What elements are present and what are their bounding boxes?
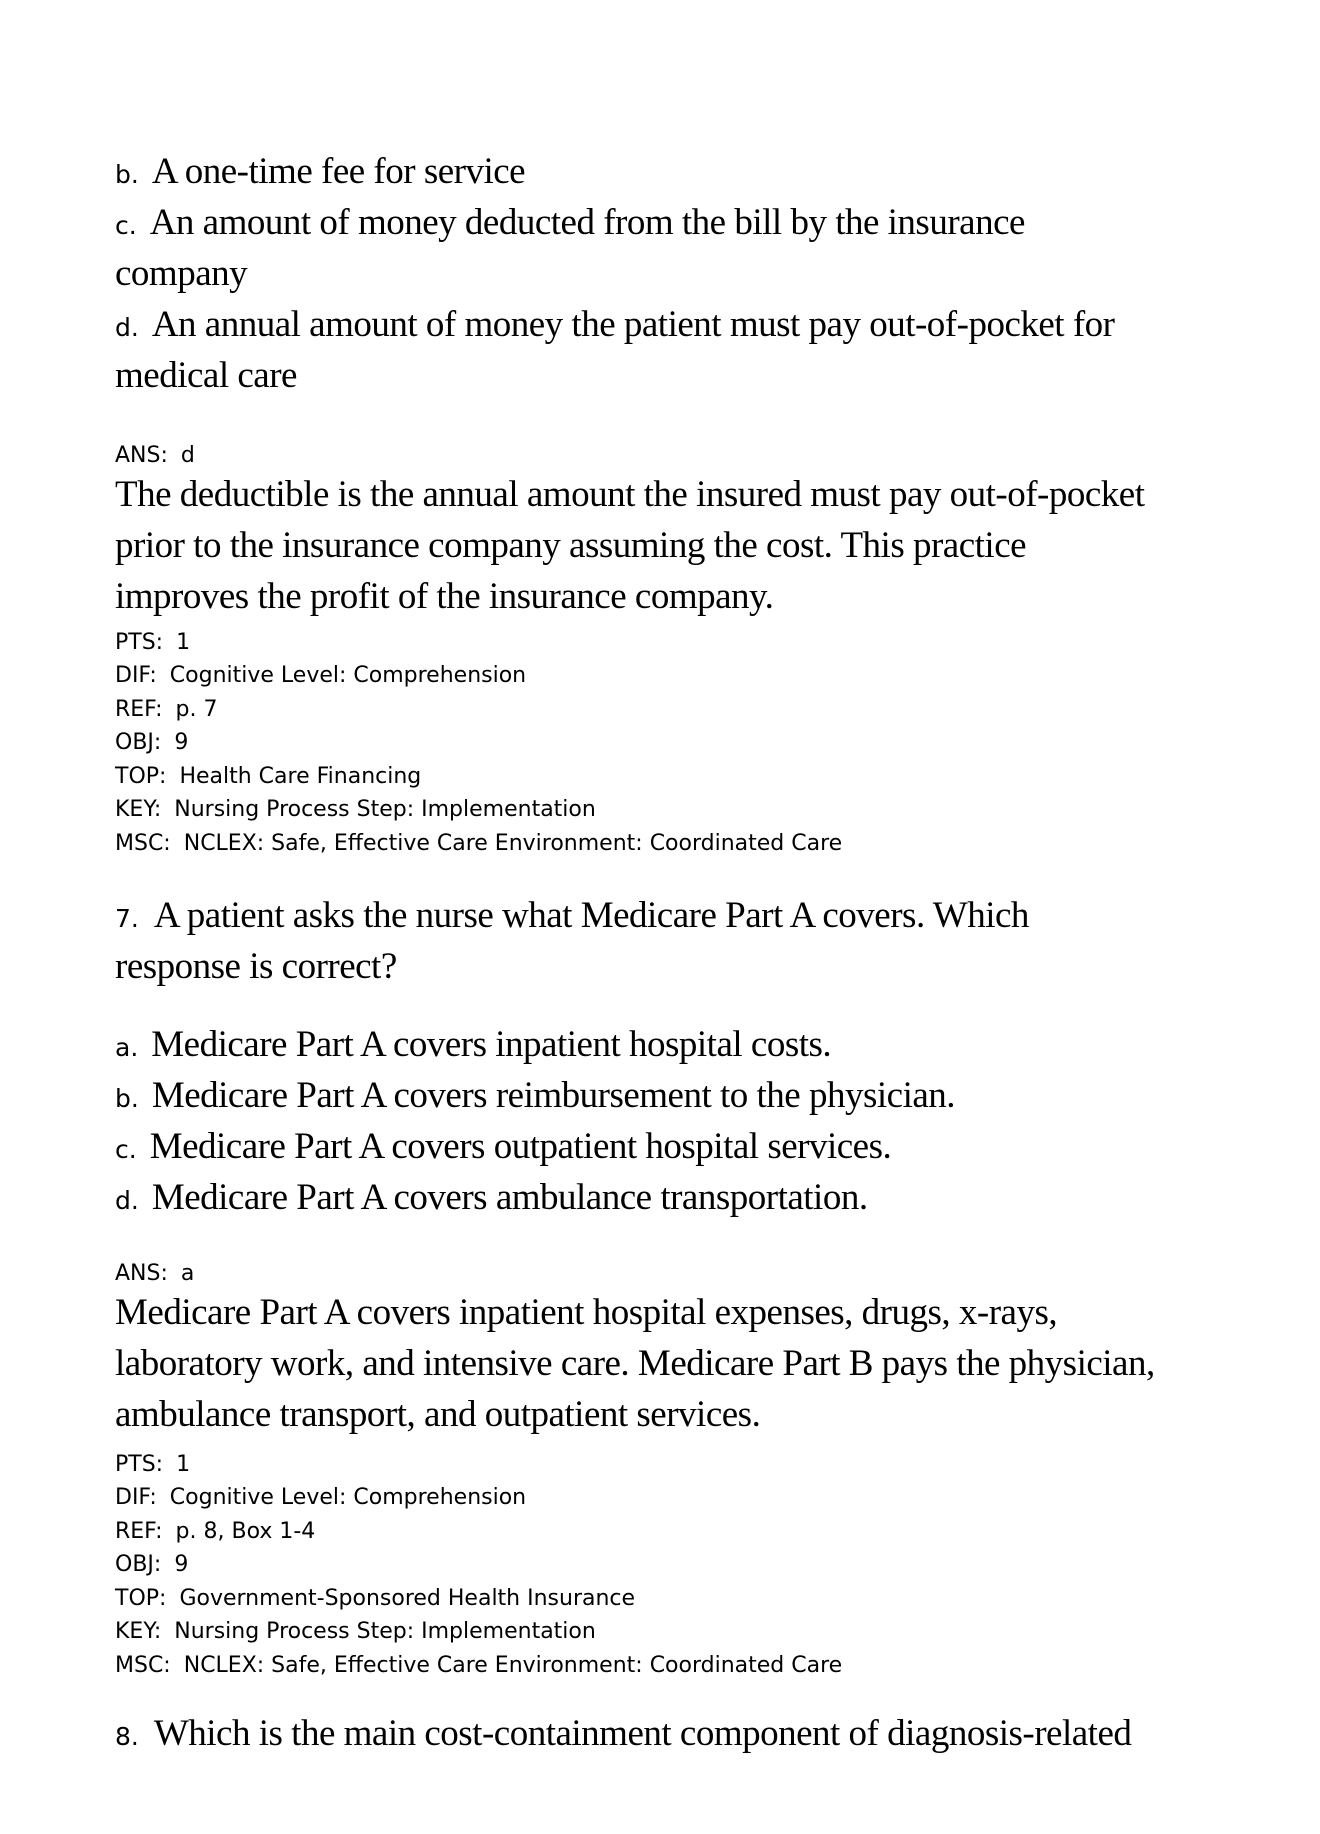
option-letter: a. [115,1033,139,1062]
meta-label: PTS: [115,629,164,655]
option-text: Medicare Part A covers outpatient hospital services. [149,1126,892,1167]
meta-label: TOP: [115,1585,167,1611]
meta-line-msc [115,1649,1235,1683]
question-number: 7. [115,904,139,933]
option-line [115,303,1235,354]
question-line-continuation [115,945,1235,996]
rationale-line [115,473,1235,524]
meta-value: 1 [176,629,191,655]
meta-line-pts [115,626,1235,660]
meta-line-ref [115,693,1235,727]
option-letter: b. [115,160,139,189]
rationale-text: The deductible is the annual amount the insured must pay out-of-pocket [115,473,1145,515]
meta-value: Government-Sponsored Health Insurance [179,1585,636,1611]
meta-line-ref [115,1515,1235,1549]
meta-label: PTS: [115,1451,164,1477]
option-text: Medicare Part A covers reimbursement to the physician. [151,1075,956,1116]
option-line [115,150,1235,201]
answer-line [115,439,1235,473]
question-number: 8. [115,1722,139,1751]
meta-line-obj [115,726,1235,760]
rationale-line [115,1393,1235,1444]
option-letter: c. [115,211,137,240]
question-6-answer-block [115,439,1235,860]
option-text: Medicare Part A covers ambulance transportation. [151,1177,868,1218]
option-line-continuation [115,354,1235,405]
meta-label: OBJ: [115,1552,162,1577]
meta-label: OBJ: [115,730,162,755]
option-line [115,1074,1235,1125]
question-text: response is correct? [115,946,397,987]
meta-line-dif [115,1481,1235,1515]
option-line-continuation [115,252,1235,303]
meta-label: DIF: [115,663,157,688]
rationale-text: Medicare Part A covers inpatient hospital expenses, drugs, x-rays, [115,1291,1058,1333]
meta-value: Nursing Process Step: Implementation [174,797,596,822]
option-text: A one-time fee for service [151,151,526,192]
meta-label: REF: [115,696,163,722]
option-line [115,1176,1235,1227]
rationale-line [115,575,1235,626]
question-line [115,1712,1235,1763]
option-line [115,1125,1235,1176]
option-text: medical care [115,355,297,396]
rationale-text: prior to the insurance company assuming the cost. This practice [115,524,1027,566]
option-text: An amount of money deducted from the bill by the insurance [149,202,1025,243]
option-letter: d. [115,1186,139,1215]
meta-label: KEY: [115,1619,162,1644]
rationale-text: laboratory work, and intensive care. Medicare Part B pays the physician, [115,1342,1155,1384]
ans-label: ANS: [115,443,168,468]
meta-value: Cognitive Level: Comprehension [169,1485,527,1510]
meta-value: 9 [174,730,189,755]
rationale-text: ambulance transport, and outpatient services. [115,1393,761,1435]
meta-label: REF: [115,1518,163,1544]
meta-value: NCLEX: Safe, Effective Care Environment: Coordinated Care [183,1652,843,1678]
meta-line-pts [115,1448,1235,1482]
meta-line-msc [115,827,1235,861]
meta-label: MSC: [115,830,171,856]
meta-value: NCLEX: Safe, Effective Care Environment: Coordinated Care [183,830,843,856]
meta-value: 1 [176,1451,191,1477]
option-letter: c. [115,1135,137,1164]
meta-label: TOP: [115,763,167,789]
rationale-text: improves the profit of the insurance company. [115,575,774,617]
meta-line-key [115,793,1235,827]
ans-value: d [180,443,195,468]
ans-label: ANS: [115,1261,168,1286]
answer-line [115,1257,1235,1291]
ans-value: a [180,1261,195,1286]
meta-value: Health Care Financing [179,763,422,789]
meta-value: 9 [174,1552,189,1577]
meta-line-top [115,1582,1235,1616]
meta-value: Cognitive Level: Comprehension [169,663,527,688]
rationale-line [115,1291,1235,1342]
question-text: Which is the main cost-containment component of diagnosis-related [153,1713,1132,1754]
option-line [115,201,1235,252]
question-line [115,894,1235,945]
rationale-line [115,524,1235,575]
question-6-options [115,150,1235,405]
meta-label: MSC: [115,1652,171,1678]
question-7 [115,894,1235,996]
question-7-answer-block [115,1257,1235,1682]
option-line [115,1023,1235,1074]
meta-line-dif [115,659,1235,693]
meta-line-key [115,1615,1235,1649]
option-letter: d. [115,313,139,342]
meta-value: Nursing Process Step: Implementation [174,1619,596,1644]
rationale-line [115,1342,1235,1393]
meta-label: DIF: [115,1485,157,1510]
question-text: A patient asks the nurse what Medicare Part A covers. Which [153,895,1029,936]
meta-value: p. 7 [175,696,218,722]
question-8 [115,1712,1235,1763]
option-letter: b. [115,1084,139,1113]
question-7-options [115,1023,1235,1227]
option-text: company [115,253,248,294]
meta-line-obj [115,1548,1235,1582]
option-text: Medicare Part A covers inpatient hospital costs. [151,1024,832,1065]
option-text: An annual amount of money the patient must pay out-of-pocket for [151,304,1115,345]
meta-line-top [115,760,1235,794]
meta-label: KEY: [115,797,162,822]
meta-value: p. 8, Box 1-4 [175,1518,316,1544]
